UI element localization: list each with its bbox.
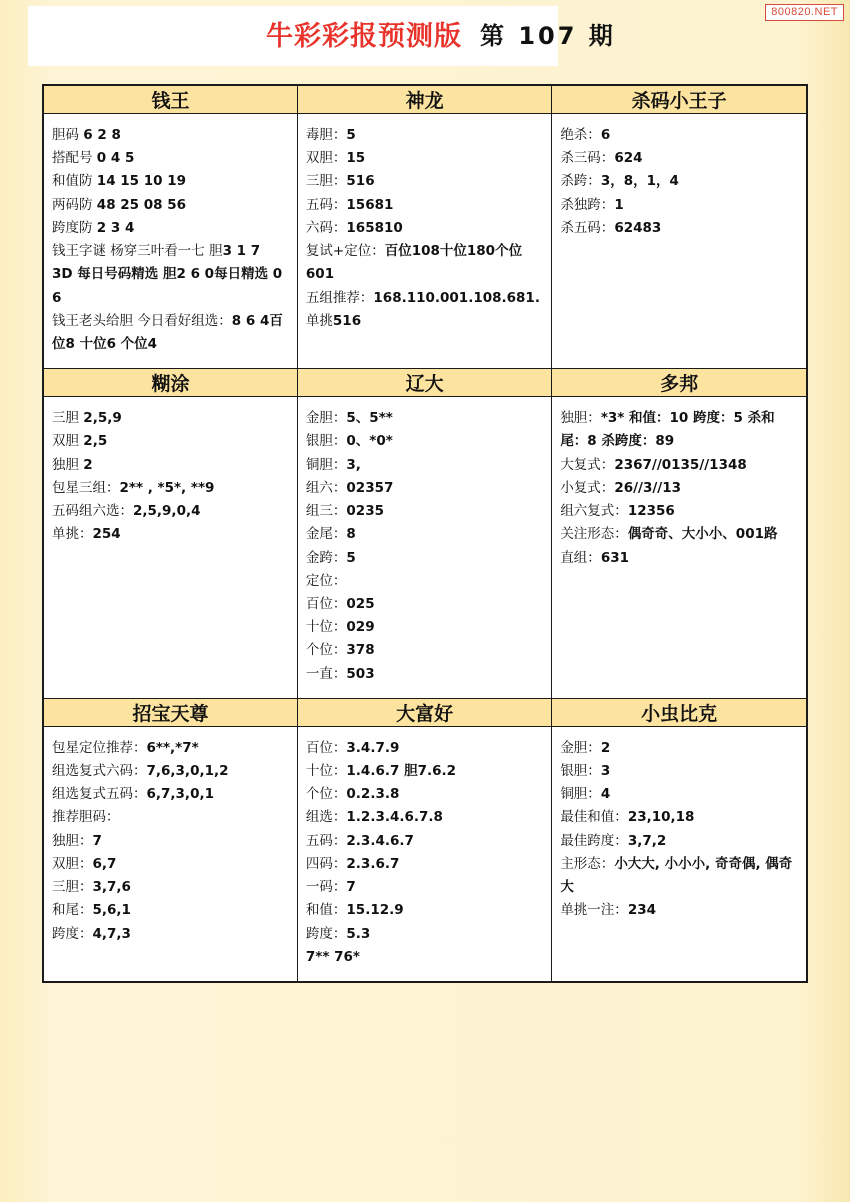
line-value: 2 <box>600 739 611 756</box>
line-value: 2 <box>83 456 93 473</box>
text-line <box>306 616 543 639</box>
text-line <box>306 899 543 922</box>
line-label: 钱王字谜 杨穿三叶看一七 胆 <box>52 243 223 260</box>
line-value: 3,7,6 <box>92 879 131 896</box>
line-label: 双胆 <box>52 433 84 450</box>
section-title-dafuhao: 大富好 <box>297 698 551 726</box>
line-value: 48 25 08 56 <box>96 196 187 213</box>
line-label: 包星三组： <box>52 479 120 496</box>
line-label: 跨度防 <box>52 219 97 236</box>
line-label: 和值： <box>305 902 347 919</box>
text-line <box>560 899 798 922</box>
section-body-duobang <box>552 397 807 699</box>
line-label: 钱王老头给胆 今日看好组选： <box>52 312 232 329</box>
line-value: 2 3 4 <box>96 219 135 236</box>
line-value: 3.4.7.9 <box>346 739 400 756</box>
line-label: 独胆 <box>52 456 84 473</box>
text-line <box>560 500 798 523</box>
section-body-zhaobaotianzun <box>43 726 297 982</box>
text-line <box>52 407 289 430</box>
section-body-hutu <box>43 397 297 699</box>
line-value: 02357 <box>346 479 394 496</box>
line-label: 杀跨： <box>560 173 601 190</box>
header-title-wrap <box>266 8 706 58</box>
text-line <box>306 806 543 829</box>
line-label: 五组推荐： <box>305 289 374 306</box>
line-label: 单挑： <box>52 526 93 543</box>
text-line <box>52 454 289 477</box>
line-label: 十位： <box>305 763 347 780</box>
cell-body <box>44 114 297 368</box>
line-value: 15 <box>346 150 366 167</box>
text-line <box>306 217 543 240</box>
line-label: 铜胆： <box>305 456 347 473</box>
line-label: 关注形态： <box>560 526 628 543</box>
line-value: 26//3//13 <box>614 479 682 496</box>
line-label: 小复式： <box>560 479 615 496</box>
line-label: 两码防 <box>52 196 97 213</box>
grid-body-row-2 <box>43 397 807 699</box>
line-value: 025 <box>346 595 375 612</box>
line-label: 五码组六选： <box>52 503 133 520</box>
text-line <box>306 287 543 310</box>
line-label: 个位： <box>305 642 347 659</box>
cell-body <box>298 397 551 698</box>
text-line <box>52 737 289 760</box>
line-label: 组六复式： <box>560 503 628 520</box>
line-value: 378 <box>346 642 375 659</box>
line-label: 组选： <box>305 809 347 826</box>
line-label: 包星定位推荐： <box>52 739 147 756</box>
text-line <box>306 783 543 806</box>
line-value: 14 15 10 19 <box>96 173 187 190</box>
line-value: 2,5,9,0,4 <box>133 503 201 520</box>
line-label: 单挑 <box>305 312 333 329</box>
line-label: 百位： <box>305 595 347 612</box>
line-label: 银胆： <box>305 433 347 450</box>
text-line <box>52 853 289 876</box>
text-line <box>560 830 798 853</box>
line-label: 独胆： <box>560 410 601 427</box>
text-line <box>560 454 798 477</box>
text-line <box>52 806 289 829</box>
line-value: 3,7,2 <box>627 832 667 849</box>
text-line <box>306 170 543 193</box>
line-value: 2367//0135//1348 <box>614 456 747 473</box>
text-line <box>52 217 289 240</box>
cell-body <box>44 727 297 958</box>
line-value: 3D 每日号码精选 胆2 6 0每日精选 0 6 <box>52 266 283 306</box>
text-line <box>560 147 798 170</box>
grid-title-row-2 <box>43 369 807 397</box>
line-label: 金尾： <box>305 526 347 543</box>
text-line <box>306 523 543 546</box>
text-line <box>560 760 798 783</box>
section-title-duobang: 多邦 <box>552 369 807 397</box>
text-line <box>560 477 798 500</box>
line-label: 个位： <box>305 786 347 803</box>
grid-title-row-3 <box>43 698 807 726</box>
line-value: 15681 <box>346 196 394 213</box>
text-line <box>52 147 289 170</box>
line-label: 大复式： <box>560 456 615 473</box>
prediction-grid <box>42 84 808 983</box>
line-value: 1.2.3.4.6.7.8 <box>346 809 443 826</box>
text-line <box>52 430 289 453</box>
line-value: 5 <box>346 549 356 566</box>
grid-body-row-1 <box>43 114 807 369</box>
line-label: 推荐胆码： <box>52 809 120 826</box>
text-line <box>306 407 543 430</box>
text-line <box>306 830 543 853</box>
text-line <box>560 194 798 217</box>
line-label: 三胆： <box>52 879 93 896</box>
text-line <box>560 407 798 453</box>
line-label: 四码： <box>305 855 347 872</box>
line-value: 631 <box>600 549 629 566</box>
text-line <box>560 170 798 193</box>
line-value: 1.4.6.7 胆7.6.2 <box>346 763 457 780</box>
line-value: 3 <box>600 763 611 780</box>
text-line <box>560 217 798 240</box>
text-line <box>52 760 289 783</box>
line-value: 5 <box>346 127 356 143</box>
line-value: 2,5 <box>83 433 108 450</box>
line-value: 偶奇奇、大小小、001路 <box>627 526 778 543</box>
text-line <box>52 124 289 147</box>
line-value: 8 <box>346 526 356 543</box>
text-line <box>306 737 543 760</box>
line-label: 五码： <box>305 196 347 213</box>
line-value: 7 <box>92 832 102 849</box>
section-title-hutu: 糊涂 <box>43 369 297 397</box>
text-line <box>560 853 798 899</box>
section-body-qianwang <box>43 114 297 369</box>
line-label: 五码： <box>305 832 347 849</box>
section-title-shenlong: 神龙 <box>297 85 551 114</box>
text-line <box>306 194 543 217</box>
page-header <box>0 0 850 72</box>
text-line <box>306 547 543 570</box>
line-value: 0235 <box>346 503 384 520</box>
line-value: *3* 和值：10 跨度：5 杀和尾：8 杀跨度：89 <box>560 410 775 450</box>
text-line <box>52 783 289 806</box>
section-title-zhaobaotianzun: 招宝天尊 <box>43 698 297 726</box>
line-label: 一直： <box>305 665 347 682</box>
line-label: 胆码 <box>52 127 84 143</box>
line-value: 8 6 4百位8 十位6 个位4 <box>52 312 283 352</box>
line-value: 5,6,1 <box>92 902 131 919</box>
line-value: 6,7 <box>92 855 117 872</box>
line-label: 跨度： <box>305 925 347 942</box>
watermark-label: 800820.NET <box>765 4 844 21</box>
line-label: 金胆： <box>305 410 347 427</box>
text-line <box>306 946 543 969</box>
line-label: 主形态： <box>560 855 615 872</box>
line-value: 0.2.3.8 <box>346 786 400 803</box>
cell-body <box>552 727 806 935</box>
text-line <box>560 523 798 546</box>
text-line <box>306 570 543 593</box>
text-line <box>306 760 543 783</box>
line-value: 0、*0* <box>346 433 393 450</box>
text-line <box>560 547 798 570</box>
section-body-shenlong <box>297 114 551 369</box>
text-line <box>560 806 798 829</box>
line-value: 3，8，1，4 <box>600 173 679 190</box>
line-label: 搭配号 <box>52 150 97 167</box>
line-label: 最佳跨度： <box>560 832 628 849</box>
text-line <box>306 430 543 453</box>
line-label: 单挑一注： <box>560 902 628 919</box>
text-line <box>306 454 543 477</box>
line-label: 最佳和值： <box>560 809 628 826</box>
line-label: 组三： <box>305 503 347 520</box>
line-value: 5、5** <box>346 410 393 427</box>
line-label: 独胆： <box>52 832 93 849</box>
line-value: 3 1 7 <box>222 243 261 260</box>
text-line <box>560 737 798 760</box>
text-line <box>306 663 543 686</box>
line-label: 金胆： <box>560 739 601 756</box>
line-label: 一码： <box>305 879 347 896</box>
line-value: 2** , *5*, **9 <box>119 479 215 496</box>
cell-body <box>298 114 551 345</box>
line-value: 2.3.4.6.7 <box>346 832 414 849</box>
line-label: 百位： <box>305 739 347 756</box>
section-body-liaoda <box>297 397 551 699</box>
text-line <box>306 124 543 147</box>
text-line <box>306 876 543 899</box>
line-value: 62483 <box>614 219 662 236</box>
grid-title-row-1 <box>43 85 807 114</box>
line-value: 624 <box>614 150 643 167</box>
line-value: 2,5,9 <box>83 410 122 427</box>
line-label: 铜胆： <box>560 786 601 803</box>
section-title-qianwang: 钱王 <box>43 85 297 114</box>
line-value: 6**,*7* <box>146 739 199 756</box>
text-line <box>560 783 798 806</box>
line-value: 3, <box>346 456 361 473</box>
text-line <box>306 240 543 286</box>
line-value: 6 2 8 <box>83 127 121 143</box>
line-label: 复试+定位： <box>305 243 385 260</box>
section-title-xiaochongbike: 小虫比克 <box>552 698 807 726</box>
section-body-shamaxiaowangzi <box>552 114 807 369</box>
line-label: 杀三码： <box>560 150 615 167</box>
cell-body <box>552 397 806 582</box>
line-label: 和值防 <box>52 173 97 190</box>
line-value: 4 <box>600 786 611 803</box>
line-label: 双胆： <box>52 855 93 872</box>
line-value: 7,6,3,0,1,2 <box>146 763 229 780</box>
cell-body <box>552 114 806 252</box>
text-line <box>52 876 289 899</box>
text-line <box>560 124 798 147</box>
line-value: 516 <box>346 173 375 190</box>
issue-number: 第 107 期 <box>480 21 616 50</box>
line-label: 组选复式六码： <box>52 763 147 780</box>
text-line <box>306 853 543 876</box>
section-body-dafuhao <box>297 726 551 982</box>
text-line <box>306 477 543 500</box>
line-value: 7** 76* <box>305 948 360 965</box>
text-line <box>306 500 543 523</box>
line-value: 254 <box>92 526 121 543</box>
text-line <box>52 899 289 922</box>
line-label: 绝杀： <box>560 127 601 143</box>
text-line <box>52 263 289 309</box>
text-line <box>52 240 289 263</box>
section-title-shamaxiaowangzi: 杀码小王子 <box>552 85 807 114</box>
line-label: 组六： <box>305 479 347 496</box>
line-label: 三胆 <box>52 410 84 427</box>
line-label: 直组： <box>560 549 601 566</box>
page-title: 牛彩彩报预测版 <box>266 20 462 52</box>
text-line <box>52 830 289 853</box>
line-value: 2.3.6.7 <box>346 855 400 872</box>
line-value: 7 <box>346 879 356 896</box>
line-value: 503 <box>346 665 375 682</box>
text-line <box>306 147 543 170</box>
section-title-liaoda: 辽大 <box>297 369 551 397</box>
text-line <box>52 923 289 946</box>
line-value: 12356 <box>627 503 675 520</box>
text-line <box>306 639 543 662</box>
line-label: 跨度： <box>52 925 93 942</box>
header-blank-left <box>28 6 266 66</box>
text-line <box>52 523 289 546</box>
line-value: 165810 <box>346 219 403 236</box>
line-label: 杀五码： <box>560 219 615 236</box>
line-value: 168.110.001.108.681. <box>373 289 540 306</box>
line-value: 1 <box>614 196 624 213</box>
line-label: 和尾： <box>52 902 93 919</box>
line-value: 6,7,3,0,1 <box>146 786 214 803</box>
line-label: 双胆： <box>305 150 347 167</box>
text-line <box>306 310 543 333</box>
line-value: 小大大, 小小小, 奇奇偶, 偶奇大 <box>560 855 793 896</box>
line-value: 4,7,3 <box>92 925 131 942</box>
line-label: 银胆： <box>560 763 601 780</box>
line-value: 15.12.9 <box>346 902 404 919</box>
line-value: 234 <box>627 902 656 919</box>
line-value: 23,10,18 <box>627 809 695 826</box>
cell-body <box>298 727 551 981</box>
line-value: 百位108十位180个位601 <box>305 243 523 283</box>
line-label: 杀独跨： <box>560 196 615 213</box>
line-label: 三胆： <box>305 173 347 190</box>
grid-body-row-3 <box>43 726 807 982</box>
line-label: 定位： <box>305 572 347 589</box>
line-label: 组选复式五码： <box>52 786 147 803</box>
line-value: 0 4 5 <box>96 150 135 167</box>
line-label: 毒胆： <box>305 127 347 143</box>
text-line <box>306 593 543 616</box>
text-line <box>52 170 289 193</box>
text-line <box>52 194 289 217</box>
section-body-xiaochongbike <box>552 726 807 982</box>
line-label: 六码： <box>305 219 347 236</box>
text-line <box>52 310 289 356</box>
line-label: 十位： <box>305 619 347 636</box>
text-line <box>52 500 289 523</box>
line-value: 516 <box>332 312 362 329</box>
line-label: 金跨： <box>305 549 347 566</box>
line-value: 5.3 <box>346 925 371 942</box>
line-value: 029 <box>346 619 375 636</box>
text-line <box>306 923 543 946</box>
line-value: 6 <box>600 127 611 143</box>
text-line <box>52 477 289 500</box>
cell-body <box>44 397 297 558</box>
